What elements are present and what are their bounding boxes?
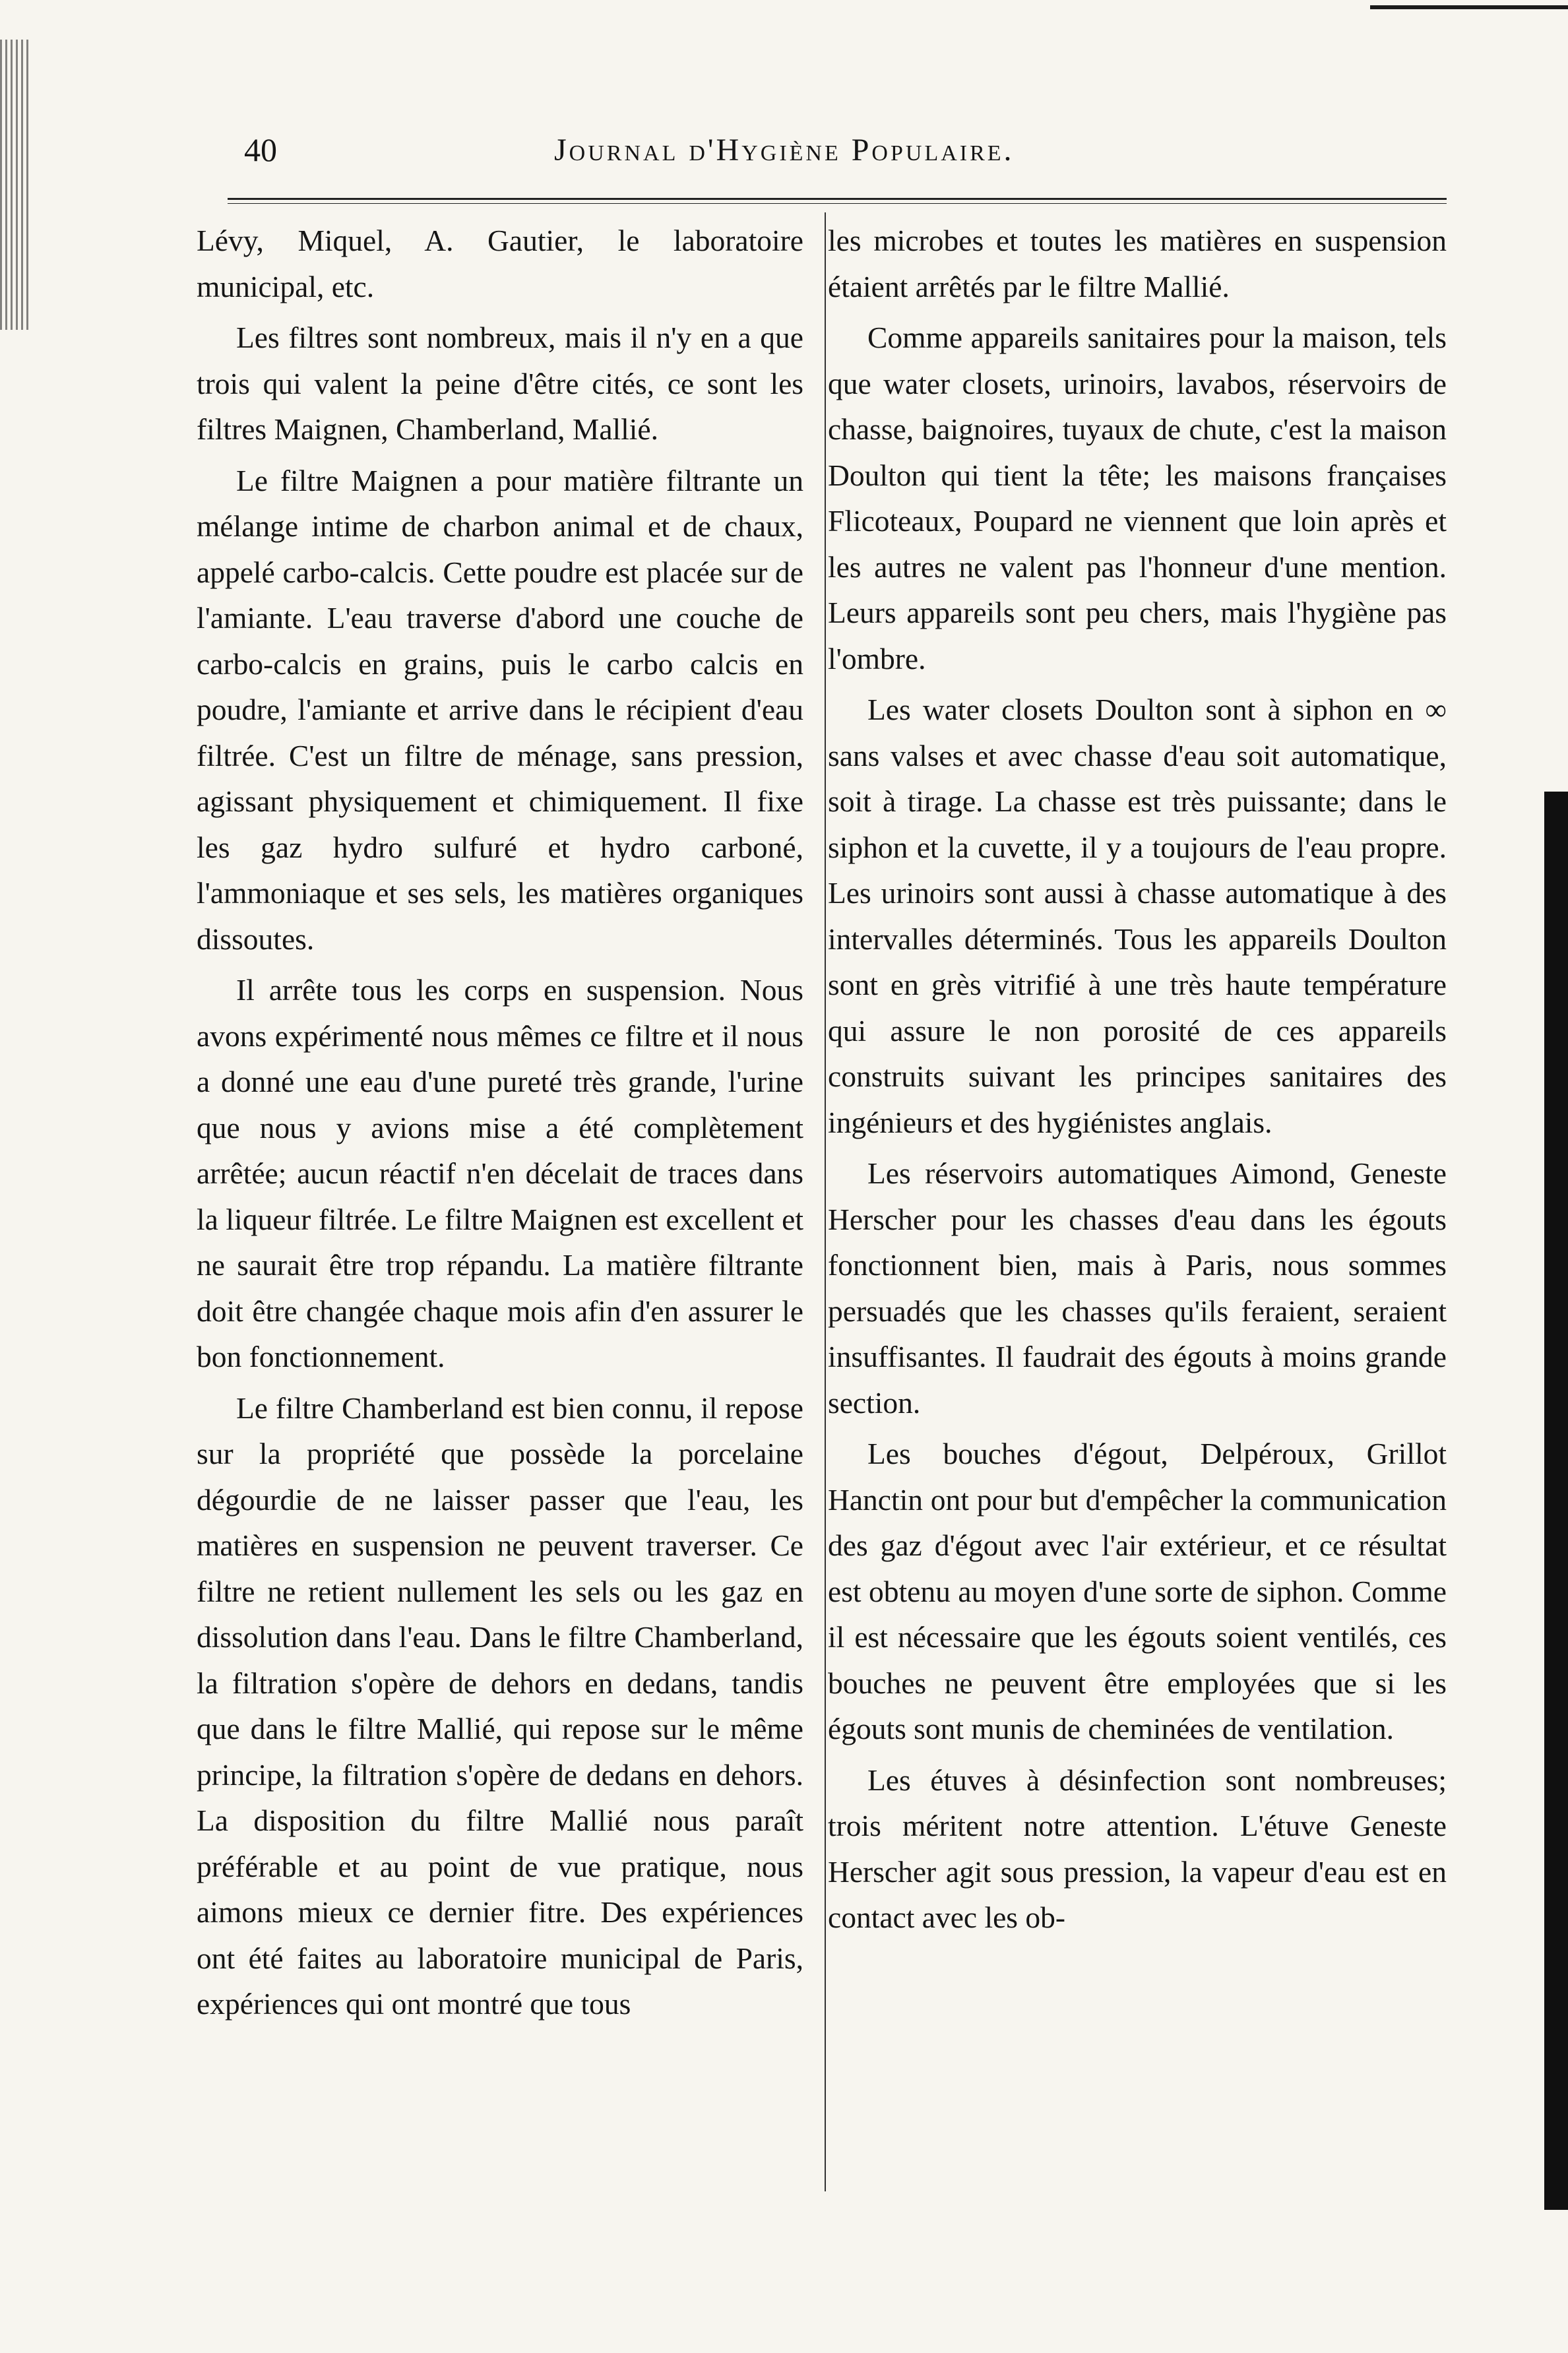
scan-artifact-left-edge — [0, 40, 29, 330]
left-paragraph-5: Le filtre Chamberland est bien connu, il repose sur la propriété que possède la porcelaine dégourdie de ne laisser passer que l'eau, les matières en suspension ne peuvent traverser. Ce filtre ne retient nullement les sels ou les gaz en dissolution dans l'eau. Dans le filtre Chamberland, la filtration s'opère de dehors en dedans, tandis que dans le filtre Mallié, qui repose sur le même principe, la filtration s'opère de dedans en dehors. La disposition du filtre Mallié nous paraît préférable et au point de vue pratique, nous aimons mieux ce dernier fitre. Des expériences ont été faites au laboratoire municipal de Paris, expériences qui ont montré que tous — [197, 1391, 803, 2021]
scan-artifact-top-rule — [1370, 5, 1568, 9]
left-paragraph-1: Lévy, Miquel, A. Gautier, le laboratoire municipal, etc. — [197, 224, 803, 303]
left-column — [197, 218, 803, 2027]
right-paragraph-4: Les réservoirs automatiques Aimond, Geneste Herscher pour les chasses d'eau dans les égouts fonctionnent bien, mais à Paris, nous sommes persuadés que les chasses qu'ils feraient, seraient insuffisantes. Il faudrait des égouts à moins grande section. — [828, 1156, 1447, 1420]
scan-artifact-right-edge — [1544, 792, 1568, 2210]
left-paragraph-3: Le filtre Maignen a pour matière filtrante un mélange intime de charbon animal et de chaux, appelé carbo-calcis. Cette poudre est placée sur de l'amiante. L'eau traverse d'abord une couche de carbo-calcis en grains, puis le carbo calcis en poudre, l'amiante et arrive dans le récipient d'eau filtrée. C'est un filtre de ménage, sans pression, agissant physiquement et chimiquement. Il fixe les gaz hydro sulfuré et hydro carboné, l'ammoniaque et ses sels, les matières organiques dissoutes. — [197, 463, 803, 956]
right-column — [828, 218, 1447, 1941]
right-paragraph-3: Les water closets Doulton sont à siphon en ∞ sans valses et avec chasse d'eau soit automatique, soit à tirage. La chasse est très puissante; dans le siphon et la cuvette, il y a toujours de l'eau propre. Les urinoirs sont aussi à chasse automatique à des intervalles déterminés. Tous les appareils Doulton sont en grès vitrifié à une très haute température qui assure le non porosité de ces appareils construits suivant les principes sanitaires des ingénieurs et des hygiénistes anglais. — [828, 693, 1447, 1139]
header-rule — [228, 198, 1447, 200]
left-paragraph-2: Les filtres sont nombreux, mais il n'y en a que trois qui valent la peine d'être cités, ce sont les filtres Maignen, Chamberland, Mallié. — [197, 321, 803, 446]
column-divider — [825, 212, 826, 2191]
right-paragraph-2: Comme appareils sanitaires pour la maison, tels que water closets, urinoirs, lavabos, réservoirs de chasse, baignoires, tuyaux de chute, c'est la maison Doulton qui tient la tête; les maisons françaises Flicoteaux, Poupard ne viennent que loin après et les autres ne valent pas l'honneur d'une mention. Leurs appareils sont peu chers, mais l'hygiène pas l'ombre. — [828, 321, 1447, 675]
left-paragraph-4: Il arrête tous les corps en suspension. Nous avons expérimenté nous mêmes ce filtre et il nous a donné une eau d'une pureté très grande, l'urine que nous y avions mise a été complètement arrêtée; aucun réactif n'en décelait de traces dans la liqueur filtrée. Le filtre Maignen est excellent et ne saurait être trop répandu. La matière filtrante doit être changée chaque mois afin d'en assurer le bon fonctionnement. — [197, 973, 803, 1373]
header-rule-thin — [228, 203, 1447, 204]
page-header — [244, 124, 1431, 183]
page-number: 40 — [244, 131, 277, 168]
right-paragraph-1: les microbes et toutes les matières en suspension étaient arrêtés par le filtre Mallié. — [828, 224, 1447, 303]
journal-title: Journal d'Hygiène Populaire. — [554, 133, 1015, 168]
right-paragraph-6: Les étuves à désinfection sont nombreuses; trois méritent notre attention. L'étuve Geneste Herscher agit sous pression, la vapeur d'eau est en contact avec les ob- — [828, 1763, 1447, 1934]
right-paragraph-5: Les bouches d'égout, Delpéroux, Grillot Hanctin ont pour but d'empêcher la communication des gaz d'égout avec l'air extérieur, et ce résultat est obtenu au moyen d'une sorte de siphon. Comme il est nécessaire que les égouts soient ventilés, ces bouches ne peuvent être employées que si les égouts sont munis de cheminées de ventilation. — [828, 1437, 1447, 1745]
